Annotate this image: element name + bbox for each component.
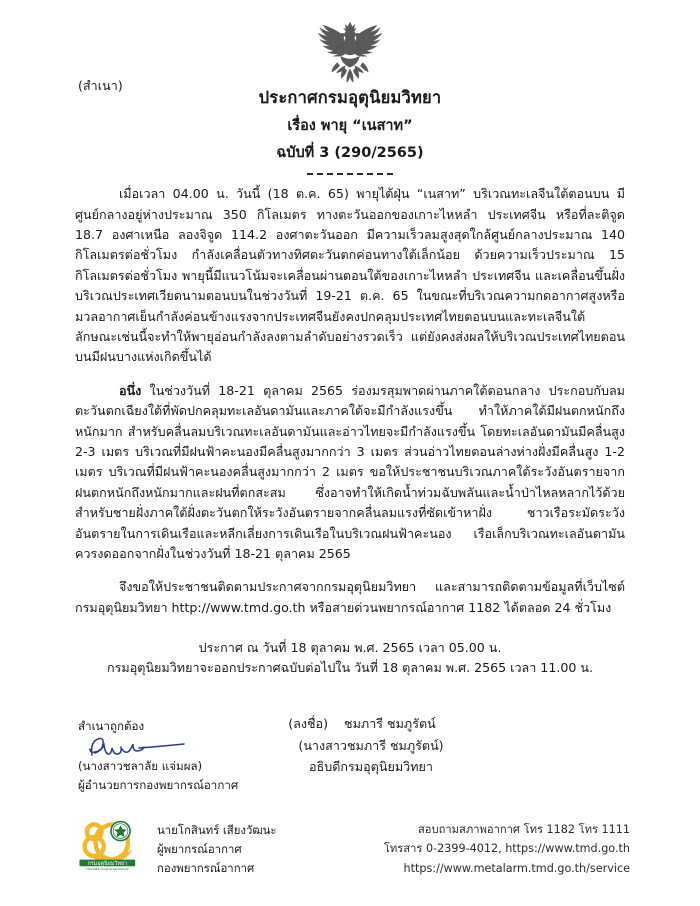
document-titles [75,86,625,164]
paragraph-southern-warning [75,381,625,565]
paragraph-follow-announcements: จึงขอให้ประชาชนติดตามประกาศจากกรมอุตุนิยมวิทยา และสามารถติดตามข้อมูลที่เว็บไซต์กรมอุตุนิยมวิทยา http://www.tmd.go.th หรือสายด่วนพยากรณ์อากาศ 1182 ได้ตลอด 24 ชั่วโมง [75,579,625,615]
footer-officer-name: นายโกสินทร์ เสียงวัฒนะ [157,823,277,837]
divider-container [75,173,625,175]
footer-contact-info [384,818,630,878]
footer-officer-role: ผู้พยากรณ์อากาศ [157,841,242,856]
footer-phone-line: สอบถามสภาพอากาศ โทร 1182 โทร 1111 [417,823,630,836]
issued-at-line: ประกาศ ณ วันที่ 18 ตุลาคม พ.ศ. 2565 เวลา 05.00 น. [198,640,502,656]
signer-name: (นางสาวชมภารี ชมภูรัตน์) [298,737,444,753]
signed-by-line: (ลงชื่อ) ชมภารี ชมภูรัตน์ [288,715,436,731]
svg-text:Thai Meteorological Department: Thai Meteorological Department [86,867,129,871]
certifier-name: (นางสาวชลาลัย แจ่มผล) [78,758,203,773]
tmd-80th-anniversary-logo [78,818,144,872]
certifier-position: ผู้อำนวยการกองพยากรณ์อากาศ [78,777,239,792]
page-title: ประกาศกรมอุตุนิยมวิทยา [258,88,442,107]
document-footer [78,818,630,878]
footer-left [78,818,277,877]
paragraph-lead-word: อนึ่ง [119,382,142,398]
certified-copy-label: สำเนาถูกต้อง [78,719,145,733]
subject-line: เรื่อง พายุ “เนสาท” [287,117,413,134]
footer-officer-division: กองพยากรณ์อากาศ [157,860,255,875]
next-issue-line: กรมอุตุนิยมวิทยาจะออกประกาศฉบับต่อไปใน วันที่ 18 ตุลาคม พ.ศ. 2565 เวลา 11.00 น. [107,660,593,676]
signer-position: อธิบดีกรมอุตุนิยมวิทยา [309,759,433,775]
header-divider [307,173,393,175]
copy-mark: (สำเนา) [78,78,123,93]
spacer [75,629,625,638]
certified-copy-block [78,718,238,795]
paragraph-southern-warning-text: ในช่วงวันที่ 18-21 ตุลาคม 2565 ร่องมรสุมพาดผ่านภาคใต้ตอนกลาง ประกอบกับลมตะวันตกเฉียงใต้ที่พัดปกคลุมทะเลอันดามันและภาคใต้จะมีกำลังแรงขึ้น ทำให้ภาคใต้มีฝนตกหนักถึงหนักมาก สำหรับคลื่นลมบริเวณทะเลอันดามันและอ่าวไทยจะมีกำลังแรงขึ้น โดยทะเลอันดามันมีคลื่นสูง 2-3 เมตร บริเวณที่มีฝนฟ้าคะนองมีคลื่นสูงมากกว่า 3 เมตร ส่วนอ่าวไทยตอนล่างห่างฝั่งมีคลื่นสูง 1-2 เมตร บริเวณที่มีฝนฟ้าคะนองคลื่นสูงมากกว่า 2 เมตร ขอให้ประชาชนบริเวณภาคใต้ระวังอันตรายจากฝนตกหนักถึงหนักมากและฝนที่ตกสะสม ซึ่งอาจทำให้เกิดน้ำท่วมฉับพลันและน้ำป่าไหลหลากไว้ด้วย สำหรับชายฝั่งภาคใต้ฝั่งตะวันตกให้ระวังอันตรายจากคลื่นลมแรงที่ซัดเข้าหาฝั่ง ชาวเรือระมัดระวังอันตรายในการเดินเรือและหลีกเลี่ยงการเดินเรือในบริเวณฝนฟ้าคะนอง เรือเล็กบริเวณทะเลอันดามันควรงดออกจากฝั่งในช่วงวันที่ 18-21 ตุลาคม 2565 [75,382,625,561]
footer-officer-info [157,818,277,877]
logo-caption: กรมอุตุนิยมวิทยา [87,860,128,867]
issue-number: ฉบับที่ 3 (290/2565) [276,144,424,161]
document-body [75,184,625,778]
footer-service-url[interactable]: https://www.metalarm.tmd.go.th/service [403,861,630,875]
emblem-container [75,0,625,72]
paragraph-storm-position: เมื่อเวลา 04.00 น. วันนี้ (18 ต.ค. 65) พายุไต้ฝุ่น “เนสาท” บริเวณทะเลจีนใต้ตอนบน มีศูนย์กลางอยู่ห่างประมาณ 350 กิโลเมตร ทางตะวันออกของเกาะไหหลำ ประเทศจีน หรือที่ละติจูด 18.7 องศาเหนือ ลองจิจูด 114.2 องศาตะวันออก มีความเร็วลมสูงสุดใกล้ศูนย์กลางประมาณ 140 กิโลเมตรต่อชั่วโมง กำลังเคลื่อนตัวทางทิศตะวันตกค่อนทางใต้เล็กน้อย ด้วยความเร็วประมาณ 15 กิโลเมตรต่อชั่วโมง พายุนี้มีแนวโน้มจะเคลื่อนผ่านตอนใต้ของเกาะไหหลำ ประเทศจีน และเคลื่อนขึ้นฝั่งบริเวณประเทศเวียดนามตอนบนในช่วงวันที่ 19-21 ต.ค. 65 ในขณะที่บริเวณความกดอากาศสูงหรือมวลอากาศเย็นกำลังค่อนข้างแรงจากประเทศจีนยังคงปกคลุมประเทศไทยตอนบนและทะเลจีนใต้ ลักษณะเช่นนี้จะทำให้พายุอ่อนกำลังลงตามลำดับอย่างรวดเร็ว แต่ยังคงส่งผลให้บริเวณประเทศไทยตอนบนมีฝนบางแห่งเกิดขึ้นได้ [75,186,625,365]
footer-fax-website-line[interactable]: โทรสาร 0-2399-4012, https://www.tmd.go.th [383,842,630,856]
garuda-emblem [302,18,398,88]
